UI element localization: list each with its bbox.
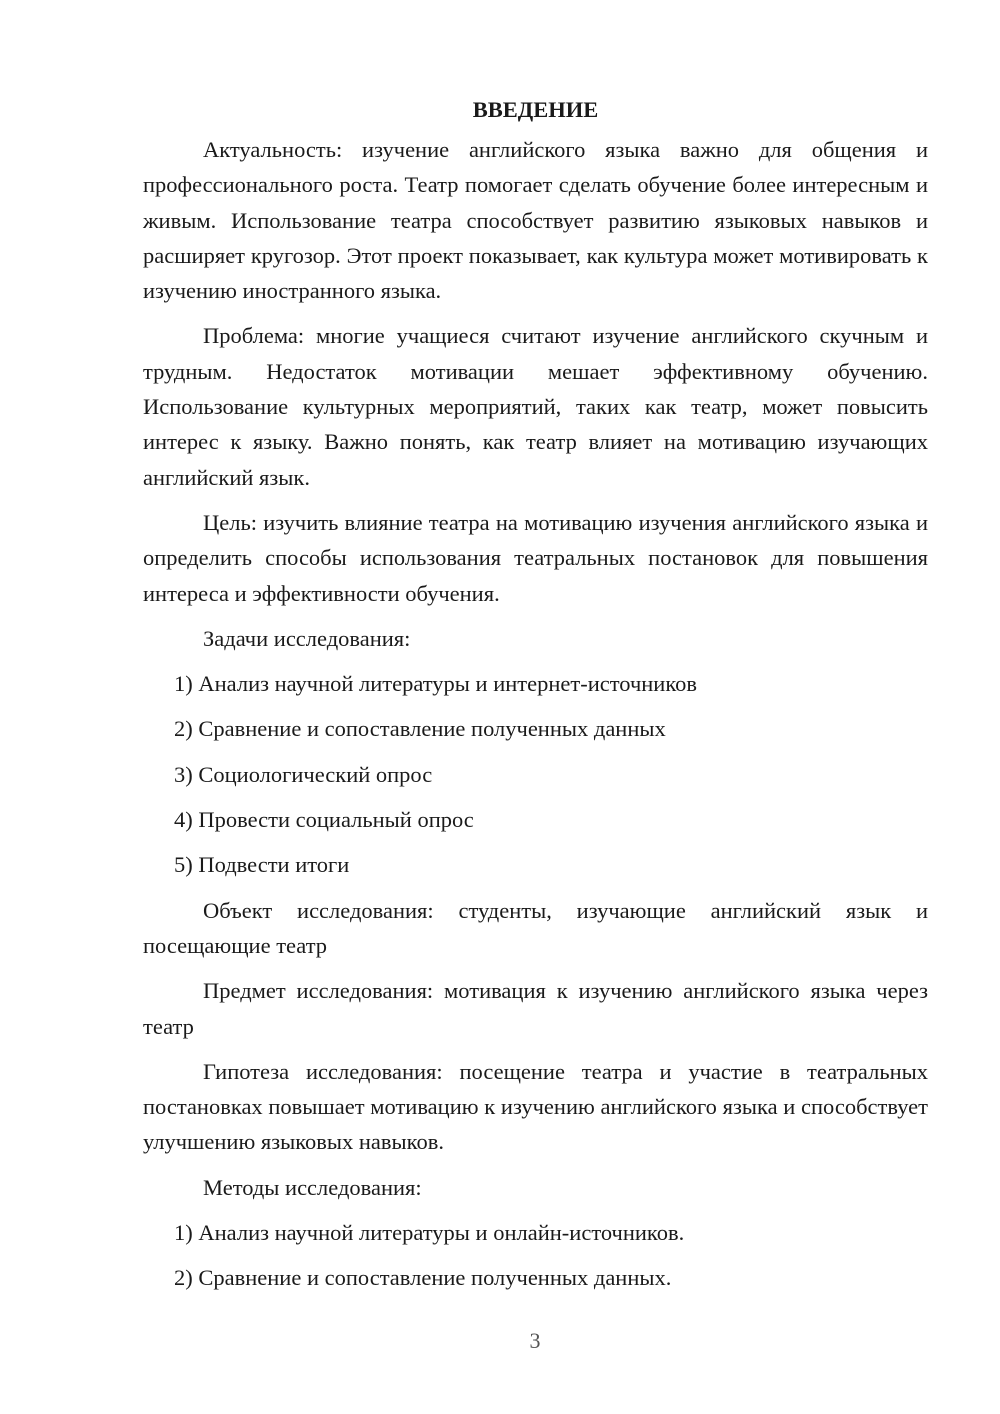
relevance-paragraph: Актуальность: изучение английского языка важно для общения и профессионального роста. Театр помогает сделать обучение более интересным и живым. Использование театра способствует развитию языковых навыков и расширяет кругозор. Этот проект показывает, как культура может мотивировать к изучению иностранного языка.: [143, 137, 928, 304]
tasks-heading: Задачи исследования:: [203, 625, 411, 651]
hypothesis-paragraph: Гипотеза исследования: посещение театра и участие в театральных постановках повышает мотивацию к изучению английского языка и способствует улучшению языковых навыков.: [143, 1058, 928, 1155]
problem-paragraph: Проблема: многие учащиеся считают изучение английского скучным и трудным. Недостаток мотивации мешает эффективному обучению. Использование культурных мероприятий, таких как театр, может повысить интерес к языку. Важно понять, как театр влияет на мотивацию изучающих английский язык.: [143, 323, 928, 490]
subject-paragraph: Предмет исследования: мотивация к изучению английского языка через театр: [143, 978, 928, 1039]
task-item: 2) Сравнение и сопоставление полученных данных: [174, 716, 666, 742]
method-item: 1) Анализ научной литературы и онлайн-источников.: [174, 1220, 685, 1246]
task-item: 1) Анализ научной литературы и интернет-источников: [174, 671, 698, 697]
section-title: ВВЕДЕНИЕ: [472, 97, 599, 122]
task-item: 3) Социологический опрос: [174, 761, 433, 787]
document-page: [143, 92, 928, 1306]
task-item: 5) Подвести итоги: [174, 852, 350, 878]
task-item: 4) Провести социальный опрос: [174, 807, 474, 833]
methods-heading: Методы исследования:: [203, 1174, 422, 1200]
page-number: 3: [529, 1328, 541, 1353]
method-item: 2) Сравнение и сопоставление полученных данных.: [174, 1265, 672, 1291]
object-paragraph: Объект исследования: студенты, изучающие английский язык и посещающие театр: [143, 897, 928, 958]
goal-paragraph: Цель: изучить влияние театра на мотивацию изучения английского языка и определить способы использования театральных постановок для повышения интереса и эффективности обучения.: [143, 509, 928, 606]
